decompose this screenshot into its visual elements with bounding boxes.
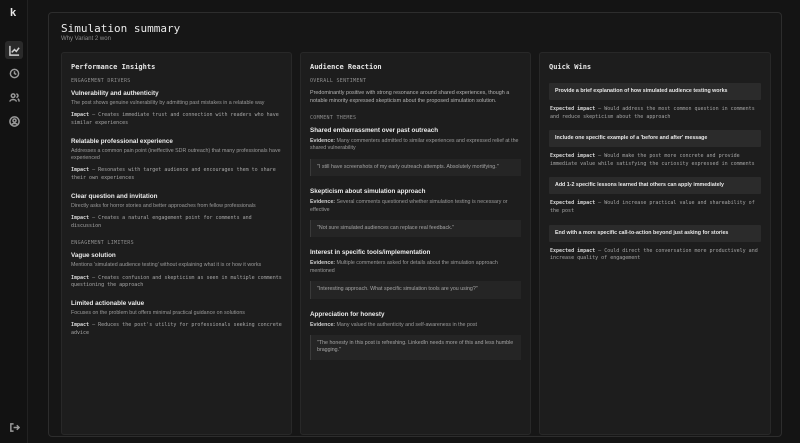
quick-win-item <box>549 83 761 121</box>
impact-text: — Resonates with target audience and encourages them to share their own experiences <box>71 167 276 181</box>
driver-item <box>71 90 282 128</box>
impact-label: Expected impact <box>550 200 596 207</box>
item-description: Focuses on the problem but offers minimal practical guidance on solutions <box>71 309 245 316</box>
item-title: Limited actionable value <box>71 299 145 307</box>
theme-evidence <box>310 138 521 153</box>
performance-insights-card <box>61 52 292 435</box>
theme-quote: "The honesty in this post is refreshing. LinkedIn needs more of this and less humble bragging." <box>310 335 521 360</box>
item-title: Vague solution <box>71 252 116 260</box>
impact-label: Expected impact <box>550 153 596 160</box>
app-logo[interactable]: k <box>10 7 17 19</box>
item-description: Directly asks for horror stories and better approaches from fellow professionals <box>71 202 256 209</box>
item-impact <box>71 215 282 230</box>
comment-theme <box>310 311 521 360</box>
evidence-label: Evidence: <box>310 260 336 267</box>
item-impact <box>71 322 282 337</box>
impact-label: Impact <box>71 112 90 119</box>
item-title: Relatable professional experience <box>71 137 173 145</box>
chart-icon <box>9 45 20 56</box>
logout-icon <box>9 422 20 433</box>
evidence-text: Multiple commenters asked for details about the simulation approach mentioned <box>310 260 498 274</box>
evidence-label: Evidence: <box>310 321 336 328</box>
comment-theme <box>310 249 521 298</box>
impact-text: — Could direct the conversation more productively and increase quality of engagement <box>550 247 758 262</box>
limiter-item <box>71 300 282 338</box>
item-impact <box>71 112 282 127</box>
card-title: Audience Reaction <box>310 63 382 71</box>
impact-label: Expected impact <box>550 247 596 254</box>
quick-win-action: Include one specific example of a 'before and after' message <box>549 130 761 147</box>
impact-text: — Would increase practical value and shareability of the post <box>550 200 755 214</box>
theme-evidence <box>310 322 521 329</box>
sidebar-item-history[interactable] <box>5 64 23 82</box>
quick-win-impact <box>549 200 761 215</box>
quick-win-item <box>549 130 761 168</box>
quick-win-action: End with a more specific call-to-action beyond just asking for stories <box>549 225 761 242</box>
quick-win-impact <box>549 153 761 168</box>
driver-item <box>71 193 282 231</box>
limiter-item <box>71 252 282 290</box>
theme-evidence <box>310 199 521 214</box>
item-description: Mentions 'simulated audience testing' without explaining what it is or how it works <box>71 262 262 269</box>
item-title: Clear question and invitation <box>71 192 158 200</box>
section-label: OVERALL SENTIMENT <box>310 78 367 84</box>
quick-win-impact <box>549 248 761 263</box>
impact-text: — Would make the post more concrete and provide immediate value while satisfying the curiosity expressed in comments <box>550 153 755 167</box>
section-label: ENGAGEMENT LIMITERS <box>71 240 134 247</box>
audience-reaction-card <box>300 52 531 435</box>
impact-label: Impact <box>71 167 90 174</box>
history-icon <box>9 68 20 79</box>
item-description: Addresses a common pain point (ineffective SDR outreach) that many professionals have experienced <box>71 147 281 161</box>
card-title: Quick Wins <box>549 63 592 71</box>
quick-win-action: Provide a brief explanation of how simulated audience testing works <box>549 83 761 100</box>
evidence-text: Many valued the authenticity and self-awareness in the post <box>336 321 477 328</box>
impact-text: — Creates immediate trust and connection with readers who have similar experiences <box>71 112 279 126</box>
theme-title: Skepticism about simulation approach <box>310 188 426 196</box>
impact-label: Expected impact <box>550 106 596 112</box>
page-subtitle: Why Variant 2 won <box>61 36 111 42</box>
sidebar-item-audiences[interactable] <box>5 88 23 106</box>
impact-text: — Would address the most common question in comments and reduce skepticism about the approach <box>550 106 755 120</box>
impact-text: — Creates confusion and skepticism as seen in multiple comments questioning the approach <box>71 274 282 289</box>
item-description: The post shows genuine vulnerability by admitting past mistakes in a relatable way <box>71 100 265 106</box>
driver-item <box>71 138 282 183</box>
item-title: Vulnerability and authenticity <box>71 90 159 97</box>
comment-theme <box>310 127 521 176</box>
evidence-text: Many commenters admitted to similar experiences and expressed relief at the shared vulnerability <box>310 138 519 152</box>
impact-label: Impact <box>71 274 90 281</box>
section-label: COMMENT THEMES <box>310 115 357 121</box>
theme-title: Shared embarrassment over past outreach <box>310 127 439 134</box>
theme-title: Appreciation for honesty <box>310 310 385 318</box>
impact-label: Impact <box>71 322 90 329</box>
theme-quote: "I still have screenshots of my early outreach attempts. Absolutely mortifying." <box>310 159 521 176</box>
quick-win-action: Add 1-2 specific lessons learned that others can apply immediately <box>549 177 761 194</box>
theme-quote: "Interesting approach. What specific simulation tools are you using?" <box>310 281 521 298</box>
section-label: ENGAGEMENT DRIVERS <box>71 78 131 84</box>
theme-evidence <box>310 260 521 275</box>
simulation-summary-panel <box>48 12 782 437</box>
overall-sentiment: Predominantly positive with strong resonance around shared experiences, though a notable minority expressed skepticism about the proposed simulation solution. <box>310 90 510 104</box>
sidebar-item-analytics[interactable] <box>5 41 23 59</box>
sidebar-item-profile[interactable] <box>5 112 23 130</box>
quick-win-item <box>549 225 761 263</box>
impact-label: Impact <box>71 215 90 221</box>
impact-text: — Reduces the post's utility for professionals seeking concrete advice <box>71 322 282 336</box>
item-impact <box>71 275 282 290</box>
evidence-label: Evidence: <box>310 199 336 206</box>
item-impact <box>71 167 282 182</box>
evidence-text: Several comments questioned whether simulation testing is necessary or effective <box>310 199 508 213</box>
logout-button[interactable] <box>5 418 23 436</box>
theme-quote: "Not sure simulated audiences can replace real feedback." <box>310 220 521 237</box>
quick-win-impact <box>549 106 761 121</box>
page-title: Simulation summary <box>61 22 181 35</box>
card-title: Performance Insights <box>71 63 156 71</box>
sidebar <box>0 0 28 443</box>
comment-theme <box>310 188 521 237</box>
evidence-label: Evidence: <box>310 138 336 144</box>
user-circle-icon <box>9 116 20 127</box>
quick-wins-card <box>539 52 771 435</box>
quick-win-item <box>549 177 761 215</box>
impact-text: — Creates a natural engagement point for comments and discussion <box>71 215 252 229</box>
theme-title: Interest in specific tools/implementation <box>310 249 431 257</box>
users-icon <box>9 92 20 103</box>
